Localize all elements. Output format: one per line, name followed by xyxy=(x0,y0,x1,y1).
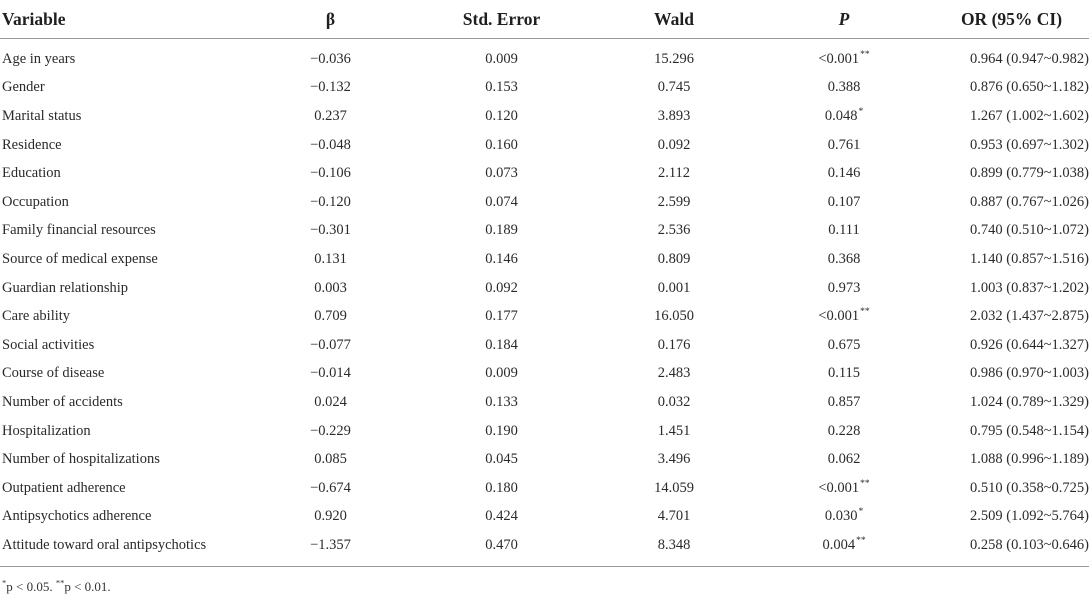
cell-wald: 1.451 xyxy=(657,422,691,439)
cell-std-error: 0.190 xyxy=(485,422,518,439)
cell-std-error: 0.146 xyxy=(485,250,518,267)
cell-variable: Hospitalization xyxy=(2,422,91,439)
cell-wald: 8.348 xyxy=(657,536,691,553)
cell-variable: Age in years xyxy=(2,50,76,67)
p-value: 0.146 xyxy=(827,165,861,182)
cell-std-error: 0.073 xyxy=(485,165,518,182)
cell-beta: −0.106 xyxy=(310,165,351,182)
cell-beta: 0.709 xyxy=(314,308,347,325)
cell-or: 0.740 (0.510~1.072) xyxy=(969,222,1089,239)
cell-std-error: 0.470 xyxy=(485,536,518,553)
cell-beta: −0.301 xyxy=(310,222,351,239)
cell-beta: 0.131 xyxy=(314,250,347,267)
table-row xyxy=(0,274,1089,303)
table-row xyxy=(0,131,1089,160)
table-row xyxy=(0,331,1089,360)
table-row xyxy=(0,302,1089,331)
cell-variable: Education xyxy=(2,165,61,182)
p-value: 0.857 xyxy=(827,393,861,410)
cell-variable: Guardian relationship xyxy=(2,279,129,296)
table-row xyxy=(0,102,1089,131)
cell-wald: 2.536 xyxy=(657,222,691,239)
cell-beta: −0.674 xyxy=(310,479,351,496)
cell-variable: Antipsychotics adherence xyxy=(2,508,152,525)
p-value: 0.062 xyxy=(827,451,861,468)
table-row xyxy=(0,74,1089,103)
cell-p xyxy=(754,131,934,160)
footnote-mark-single: * xyxy=(2,577,7,588)
p-value: <0.001 xyxy=(818,479,860,496)
significance-marker: ** xyxy=(860,49,870,60)
cell-beta: −0.014 xyxy=(310,365,351,382)
cell-p xyxy=(754,274,934,303)
footnote-mark-double: ** xyxy=(55,577,65,588)
cell-wald: 15.296 xyxy=(654,50,694,67)
cell-or: 2.509 (1.092~5.764) xyxy=(969,508,1089,525)
cell-variable: Residence xyxy=(2,136,62,153)
table-row xyxy=(0,474,1089,503)
cell-or: 0.899 (0.779~1.038) xyxy=(969,165,1089,182)
cell-std-error: 0.133 xyxy=(485,393,518,410)
cell-or: 1.267 (1.002~1.602) xyxy=(969,107,1089,124)
cell-or: 2.032 (1.437~2.875) xyxy=(969,308,1089,325)
cell-or: 1.088 (0.996~1.189) xyxy=(969,451,1089,468)
significance-marker: ** xyxy=(856,536,866,547)
cell-p xyxy=(754,245,934,274)
p-value: <0.001 xyxy=(818,50,860,67)
header-or: OR (95% CI) xyxy=(934,0,1089,39)
cell-variable: Number of accidents xyxy=(2,393,123,410)
cell-wald: 3.496 xyxy=(657,451,691,468)
cell-wald: 2.483 xyxy=(657,365,691,382)
cell-beta: −0.077 xyxy=(310,336,351,353)
cell-wald: 0.176 xyxy=(657,336,691,353)
cell-std-error: 0.177 xyxy=(485,308,518,325)
header-beta: β xyxy=(252,0,409,39)
cell-std-error: 0.180 xyxy=(485,479,518,496)
cell-variable: Source of medical expense xyxy=(2,250,158,267)
cell-p xyxy=(754,331,934,360)
p-value: 0.228 xyxy=(827,422,861,439)
p-value: 0.761 xyxy=(827,136,861,153)
table-footnote xyxy=(0,567,1089,595)
table-row xyxy=(0,245,1089,274)
cell-std-error: 0.184 xyxy=(485,336,518,353)
header-variable: Variable xyxy=(0,0,252,39)
table-row xyxy=(0,388,1089,417)
cell-beta: −0.132 xyxy=(310,79,351,96)
cell-variable: Number of hospitalizations xyxy=(2,451,160,468)
cell-wald: 0.001 xyxy=(657,279,691,296)
cell-beta: 0.024 xyxy=(314,393,347,410)
p-value: <0.001 xyxy=(818,308,860,325)
cell-wald: 16.050 xyxy=(654,308,694,325)
cell-p xyxy=(754,39,934,74)
table-row xyxy=(0,159,1089,188)
cell-p xyxy=(754,188,934,217)
cell-variable: Care ability xyxy=(2,308,71,325)
cell-beta: 0.237 xyxy=(314,107,347,124)
cell-wald: 14.059 xyxy=(654,479,694,496)
p-value: 0.030 xyxy=(824,508,858,525)
table-header xyxy=(0,0,1089,39)
header-p: P xyxy=(754,0,934,39)
cell-or: 0.926 (0.644~1.327) xyxy=(969,336,1089,353)
cell-or: 0.986 (0.970~1.003) xyxy=(969,365,1089,382)
cell-variable: Marital status xyxy=(2,107,82,124)
cell-variable: Attitude toward oral antipsychotics xyxy=(2,536,207,553)
cell-p xyxy=(754,159,934,188)
cell-beta: −0.229 xyxy=(310,422,351,439)
cell-wald: 4.701 xyxy=(657,508,691,525)
header-std-error: Std. Error xyxy=(409,0,594,39)
cell-or: 0.953 (0.697~1.302) xyxy=(969,136,1089,153)
p-value: 0.388 xyxy=(827,79,861,96)
cell-or: 1.024 (0.789~1.329) xyxy=(969,393,1089,410)
cell-std-error: 0.153 xyxy=(485,79,518,96)
significance-marker: ** xyxy=(860,478,870,489)
cell-p xyxy=(754,445,934,474)
table-row xyxy=(0,39,1089,74)
p-value: 0.675 xyxy=(827,336,861,353)
cell-or: 1.140 (0.857~1.516) xyxy=(969,250,1089,267)
table-row xyxy=(0,417,1089,446)
cell-wald: 2.112 xyxy=(657,165,691,182)
p-value: 0.368 xyxy=(827,250,861,267)
table-row xyxy=(0,360,1089,389)
significance-marker: ** xyxy=(860,307,870,318)
cell-p xyxy=(754,302,934,331)
cell-or: 0.876 (0.650~1.182) xyxy=(969,79,1089,96)
table-row xyxy=(0,531,1089,566)
cell-variable: Gender xyxy=(2,79,45,96)
cell-p xyxy=(754,388,934,417)
cell-p xyxy=(754,417,934,446)
cell-p xyxy=(754,74,934,103)
cell-beta: 0.085 xyxy=(314,451,347,468)
header-wald: Wald xyxy=(594,0,754,39)
header-row xyxy=(0,0,1089,39)
table-body xyxy=(0,39,1089,566)
cell-beta: −0.048 xyxy=(310,136,351,153)
cell-or: 0.795 (0.548~1.154) xyxy=(969,422,1089,439)
cell-or: 1.003 (0.837~1.202) xyxy=(969,279,1089,296)
cell-beta: 0.003 xyxy=(314,279,347,296)
p-value: 0.111 xyxy=(828,222,860,239)
cell-wald: 2.599 xyxy=(657,193,691,210)
cell-p xyxy=(754,102,934,131)
cell-p xyxy=(754,474,934,503)
cell-wald: 3.893 xyxy=(657,107,691,124)
cell-variable: Family financial resources xyxy=(2,222,156,239)
p-value: 0.004 xyxy=(822,536,856,553)
cell-or: 0.887 (0.767~1.026) xyxy=(969,193,1089,210)
cell-beta: −0.120 xyxy=(310,193,351,210)
table-row xyxy=(0,503,1089,532)
cell-std-error: 0.009 xyxy=(485,365,518,382)
significance-marker: * xyxy=(858,507,864,518)
cell-variable: Occupation xyxy=(2,193,69,210)
cell-std-error: 0.074 xyxy=(485,193,518,210)
cell-std-error: 0.424 xyxy=(485,508,518,525)
cell-wald: 0.809 xyxy=(657,250,691,267)
p-value: 0.048 xyxy=(824,107,858,124)
cell-wald: 0.745 xyxy=(657,79,691,96)
cell-beta: −0.036 xyxy=(310,50,351,67)
cell-or: 0.258 (0.103~0.646) xyxy=(969,536,1089,553)
table-row xyxy=(0,217,1089,246)
table-row xyxy=(0,445,1089,474)
cell-beta: −1.357 xyxy=(310,536,351,553)
cell-or: 0.964 (0.947~0.982) xyxy=(969,50,1089,67)
cell-p xyxy=(754,503,934,532)
p-value: 0.115 xyxy=(827,365,861,382)
cell-wald: 0.032 xyxy=(657,393,691,410)
cell-variable: Social activities xyxy=(2,336,95,353)
p-value: 0.973 xyxy=(827,279,861,296)
cell-wald: 0.092 xyxy=(657,136,691,153)
footnote-text-double: p < 0.01. xyxy=(64,578,111,594)
cell-std-error: 0.045 xyxy=(485,451,518,468)
cell-p xyxy=(754,531,934,566)
cell-variable: Course of disease xyxy=(2,365,105,382)
cell-std-error: 0.009 xyxy=(485,50,518,67)
cell-beta: 0.920 xyxy=(314,508,347,525)
cell-p xyxy=(754,217,934,246)
cell-std-error: 0.092 xyxy=(485,279,518,296)
table-row xyxy=(0,188,1089,217)
significance-marker: * xyxy=(858,107,864,118)
cell-std-error: 0.160 xyxy=(485,136,518,153)
cell-std-error: 0.120 xyxy=(485,107,518,124)
cell-variable: Outpatient adherence xyxy=(2,479,126,496)
cell-p xyxy=(754,360,934,389)
footnote-text-single: p < 0.05. xyxy=(6,578,56,594)
p-value: 0.107 xyxy=(827,193,861,210)
cell-std-error: 0.189 xyxy=(485,222,518,239)
cell-or: 0.510 (0.358~0.725) xyxy=(969,479,1089,496)
